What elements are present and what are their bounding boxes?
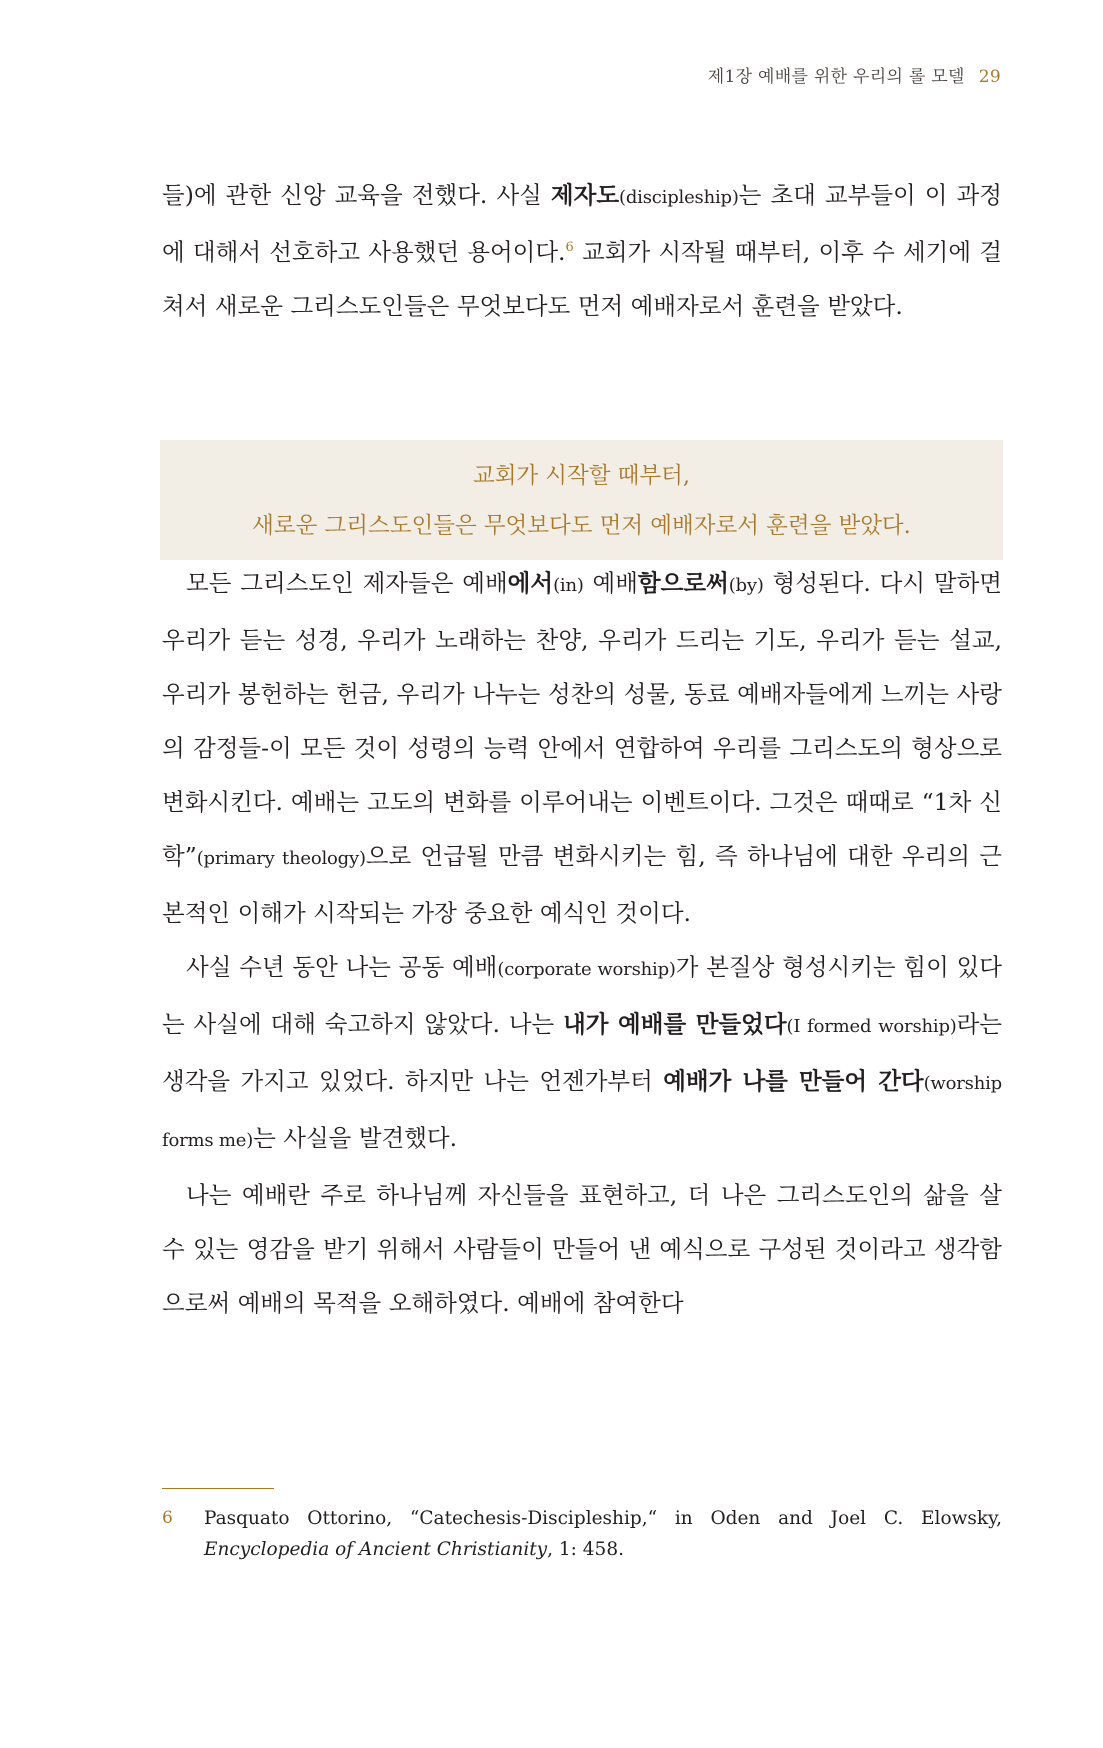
para3-english-3: (worship forms me) bbox=[162, 1073, 1002, 1151]
para2-english-1: (in) bbox=[553, 575, 584, 596]
para2-bold-2: 함으로써 bbox=[637, 569, 729, 597]
para3-english-1: (corporate worship) bbox=[497, 959, 676, 980]
para2-text-1: 모든 그리스도인 제자들은 예배 bbox=[186, 569, 508, 597]
para1-english-1: (discipleship) bbox=[619, 187, 739, 208]
para2-text-4: 으로 언급될 만큼 변화시키는 힘, 즉 하나님에 대한 우리의 근본적인 이해가 시작되는 가장 중요한 예식인 것이다. bbox=[162, 842, 1002, 927]
footnote-text-2: , 1: 458. bbox=[547, 1539, 624, 1560]
footnote-divider bbox=[162, 1488, 274, 1489]
para4-text-1: 나는 예배란 주로 하나님께 자신들을 표현하고, 더 나은 그리스도인의 삶을 살 수 있는 영감을 받기 위해서 사람들이 만들어 낸 예식으로 구성된 것이라고 생각함으로써 예배의 목적을 오해하였다. 예배에 참여한다 bbox=[162, 1181, 1002, 1317]
running-header bbox=[708, 62, 1001, 87]
para2-english-2: (by) bbox=[728, 575, 764, 596]
chapter-title: 제1장 예배를 위한 우리의 롤 모델 bbox=[707, 67, 965, 87]
para2-bold-1: 에서 bbox=[507, 569, 554, 597]
para3-text-3: 라는 생각을 가지고 있었다. 하지만 나는 언젠가부터 bbox=[162, 1010, 1003, 1095]
para1-bold-1: 제자도 bbox=[550, 181, 620, 209]
footnote-number: 6 bbox=[162, 1508, 173, 1528]
footnote-reference[interactable]: 6 bbox=[565, 240, 574, 255]
page-number: 29 bbox=[978, 67, 1001, 87]
para3-text-1: 사실 수년 동안 나는 공동 예배 bbox=[186, 953, 498, 981]
footnote-text bbox=[204, 1503, 1002, 1565]
pull-quote-line-2: 새로운 그리스도인들은 무엇보다도 먼저 예배자로서 훈련을 받았다. bbox=[252, 513, 911, 539]
para3-english-2: (I formed worship) bbox=[786, 1016, 957, 1037]
para2-text-3: 형성된다. 다시 말하면 우리가 듣는 성경, 우리가 노래하는 찬양, 우리가 드리는 기도, 우리가 듣는 설교, 우리가 봉헌하는 헌금, 우리가 나누는 성찬의 성물, 동료 예배자들에게 느끼는 사랑의 감정들-이 모든 것이 성령의 능력 안에서 연합하여 우리를 그리스도의 형상으로 변화시킨다. 예배는 고도의 변화를 이루어내는 이벤트이다. 그것은 때때로 “1차 신학” bbox=[162, 569, 1002, 870]
paragraph-3 bbox=[162, 940, 1002, 1168]
para3-bold-2: 예배가 나를 만들어 간다 bbox=[663, 1067, 924, 1095]
para3-text-2: 가 본질상 형성시키는 힘이 있다는 사실에 대해 숙고하지 않았다. 나는 bbox=[162, 953, 1003, 1038]
paragraph-2 bbox=[162, 556, 1002, 940]
pull-quote-line-1: 교회가 시작할 때부터, bbox=[472, 463, 691, 489]
para1-text-2: 는 초대 교부들이 이 과정에 대해서 선호하고 사용했던 용어이다. bbox=[162, 181, 1002, 266]
pull-quote bbox=[160, 440, 1003, 560]
footnote bbox=[162, 1503, 1002, 1565]
paragraph-1 bbox=[162, 168, 1002, 333]
footnote-text-1: Pasquato Ottorino, “Catechesis-Discipleship,“ in Oden and Joel C. Elowsky, bbox=[204, 1508, 1002, 1529]
para3-bold-1: 내가 예배를 만들었다 bbox=[563, 1010, 787, 1038]
footnote-italic-title: Encyclopedia of Ancient Christianity bbox=[204, 1539, 548, 1560]
main-body bbox=[162, 556, 1002, 1330]
para1-text-1: 들)에 관한 신앙 교육을 전했다. 사실 bbox=[162, 181, 551, 209]
paragraph-4 bbox=[162, 1168, 1002, 1330]
para2-english-3: (primary theology) bbox=[196, 848, 366, 869]
para2-text-2: 예배 bbox=[583, 569, 638, 597]
para3-text-4: 는 사실을 발견했다. bbox=[253, 1124, 458, 1152]
para1-text-3: 교회가 시작될 때부터, 이후 수 세기에 걸쳐서 새로운 그리스도인들은 무엇보다도 먼저 예배자로서 훈련을 받았다. bbox=[162, 238, 1002, 320]
